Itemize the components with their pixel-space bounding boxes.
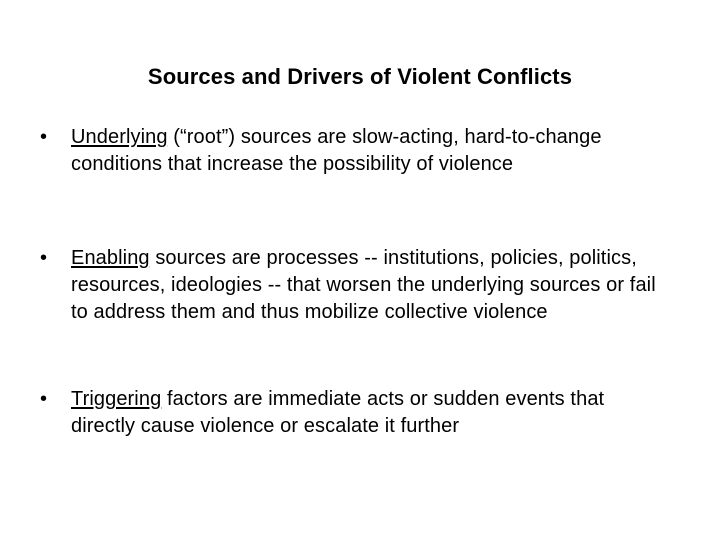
bullet-body-triggering: factors are immediate acts or sudden events that directly cause violence or escalate it further xyxy=(71,388,605,437)
bullet-term-enabling: Enabling xyxy=(71,247,150,269)
bullet-text xyxy=(71,245,671,326)
bullet-term-underlying: Underlying xyxy=(71,126,168,148)
bullet-body-underlying: (“root”) sources are slow-acting, hard-to-change conditions that increase the possibility of violence xyxy=(71,126,602,175)
bullet-marker: • xyxy=(40,388,48,410)
slide-title: Sources and Drivers of Violent Conflicts xyxy=(147,64,573,89)
bullet-marker: • xyxy=(40,247,48,269)
bullet-text xyxy=(71,386,671,440)
bullet-text xyxy=(71,124,671,178)
bullet-body-enabling: sources are processes -- institutions, policies, politics, resources, ideologies -- that worsen the underlying sources or fail to address them and thus mobilize collective violence xyxy=(71,247,656,323)
bullet-marker: • xyxy=(40,126,48,148)
bullet-term-triggering: Triggering xyxy=(71,388,162,410)
